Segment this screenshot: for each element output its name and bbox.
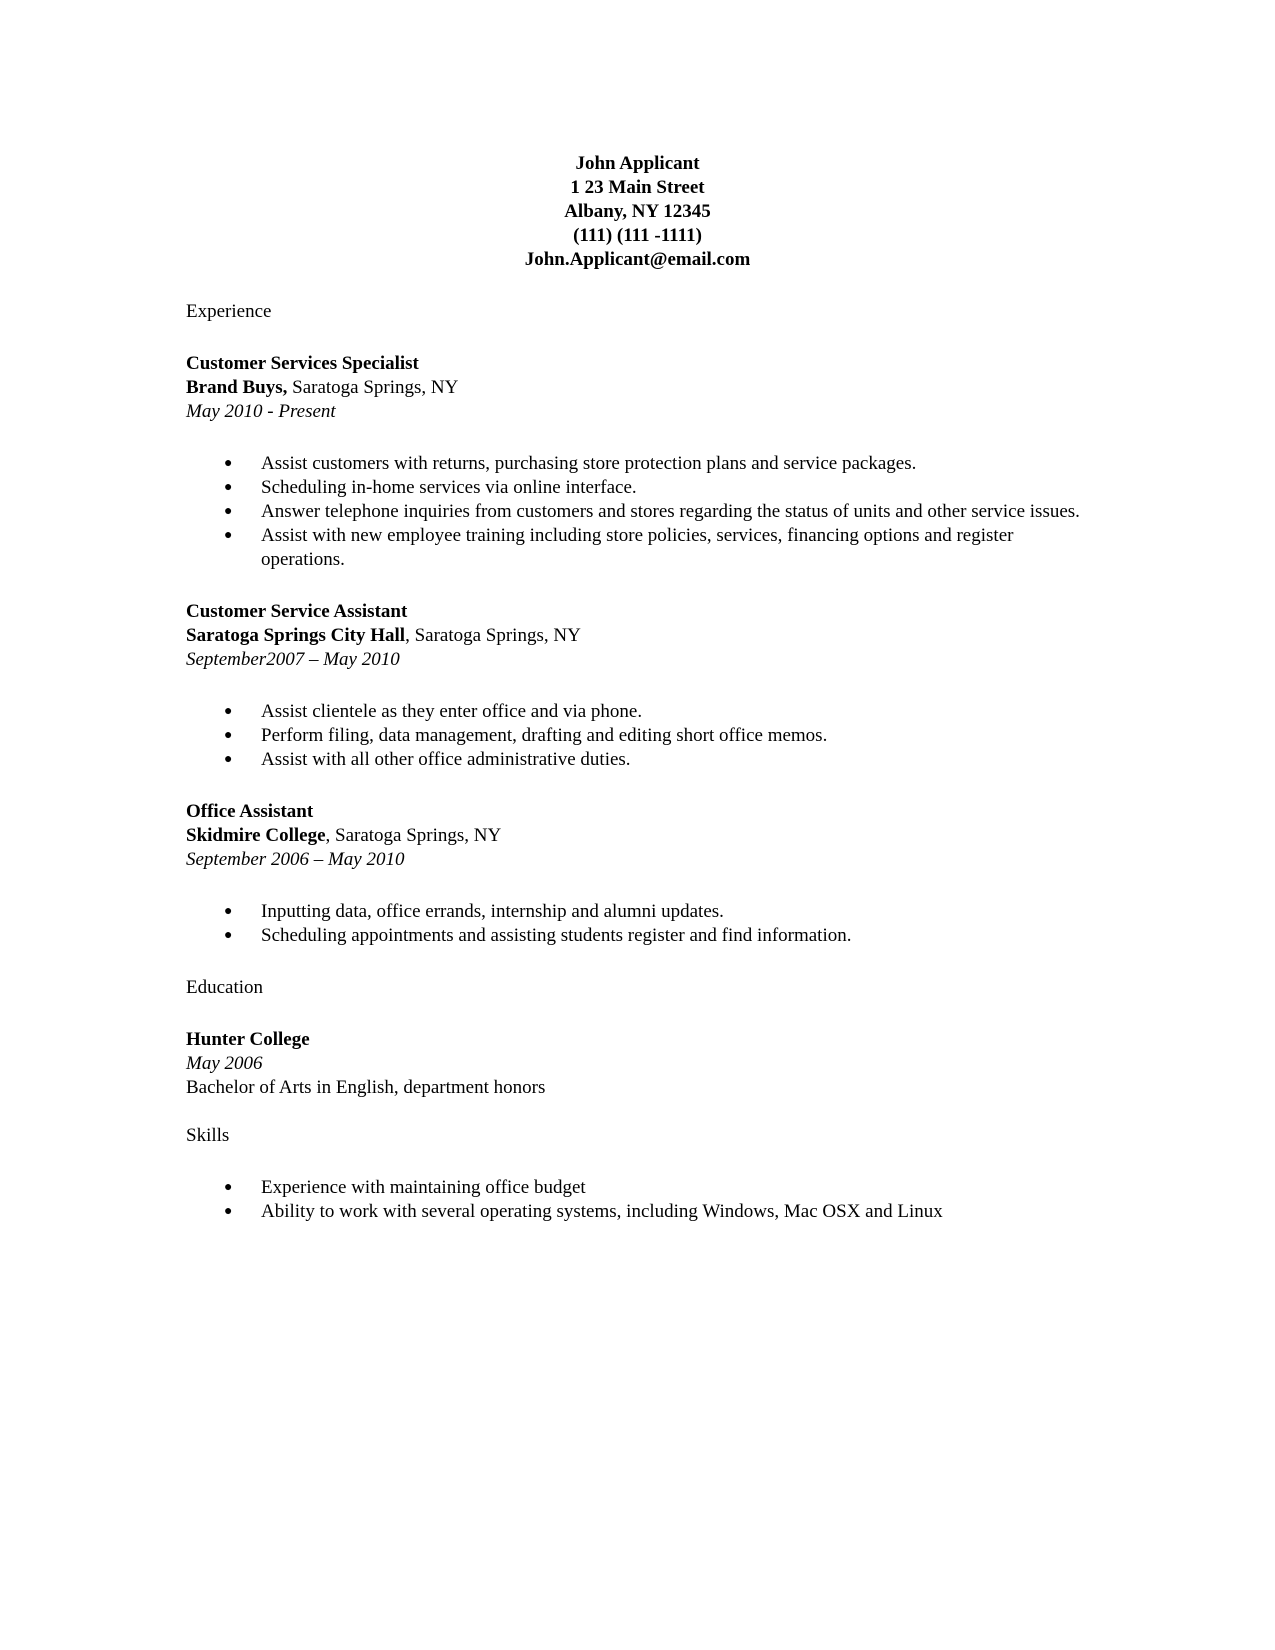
education-entry bbox=[186, 1028, 1086, 1100]
list-item bbox=[186, 724, 1081, 748]
job-title: Office Assistant bbox=[186, 801, 314, 822]
employer-location: , Saratoga Springs, NY bbox=[325, 825, 502, 846]
bullet-icon: ● bbox=[224, 904, 233, 919]
list-item bbox=[186, 524, 1081, 572]
contact-header bbox=[0, 152, 1275, 272]
duty-text: Answer telephone inquiries from customers and stores regarding the status of units and other service issues. bbox=[261, 501, 1080, 522]
list-item bbox=[186, 1176, 1081, 1200]
duty-text: Scheduling in-home services via online interface. bbox=[261, 477, 637, 498]
graduation-date: May 2006 bbox=[186, 1053, 263, 1074]
job-dates: September2007 – May 2010 bbox=[186, 649, 400, 670]
list-item bbox=[186, 1200, 1081, 1224]
list-item bbox=[186, 476, 1081, 500]
list-item bbox=[186, 900, 1081, 924]
list-item bbox=[186, 500, 1081, 524]
bullet-icon: ● bbox=[224, 480, 233, 495]
experience-heading: Experience bbox=[186, 301, 272, 322]
bullet-icon: ● bbox=[224, 728, 233, 743]
education-heading: Education bbox=[186, 977, 264, 998]
job-entry bbox=[186, 352, 1086, 572]
duty-text: Assist with new employee training including store policies, services, financing options and register operations. bbox=[261, 525, 1014, 570]
bullet-icon: ● bbox=[224, 1180, 233, 1195]
job-entry bbox=[186, 600, 1086, 772]
bullet-icon: ● bbox=[224, 528, 233, 543]
job-entry bbox=[186, 800, 1086, 948]
duty-text: Assist clientele as they enter office and via phone. bbox=[261, 701, 643, 722]
bullet-icon: ● bbox=[224, 1204, 233, 1219]
bullet-icon: ● bbox=[224, 752, 233, 767]
employer-name: Brand Buys, bbox=[186, 377, 288, 398]
degree-text: Bachelor of Arts in English, department honors bbox=[186, 1077, 546, 1098]
employer-line bbox=[186, 376, 1086, 400]
duty-text: Perform filing, data management, drafting and editing short office memos. bbox=[261, 725, 828, 746]
employer-location: Saratoga Springs, NY bbox=[287, 377, 459, 398]
street-address: 1 23 Main Street bbox=[570, 177, 705, 198]
job-title: Customer Services Specialist bbox=[186, 353, 419, 374]
skills-heading: Skills bbox=[186, 1125, 230, 1146]
employer-name: Saratoga Springs City Hall bbox=[186, 625, 406, 646]
job-duties-list bbox=[186, 452, 1086, 572]
list-item bbox=[186, 700, 1081, 724]
bullet-icon: ● bbox=[224, 504, 233, 519]
employer-name: Skidmire College bbox=[186, 825, 326, 846]
job-title: Customer Service Assistant bbox=[186, 601, 408, 622]
duty-text: Inputting data, office errands, internship and alumni updates. bbox=[261, 901, 724, 922]
city-state-zip: Albany, NY 12345 bbox=[564, 201, 711, 222]
duty-text: Assist customers with returns, purchasing store protection plans and service packages. bbox=[261, 453, 917, 474]
duty-text: Scheduling appointments and assisting students register and find information. bbox=[261, 925, 852, 946]
school-name: Hunter College bbox=[186, 1029, 310, 1050]
skill-text: Ability to work with several operating systems, including Windows, Mac OSX and Linux bbox=[261, 1201, 943, 1222]
email-address: John.Applicant@email.com bbox=[524, 249, 751, 270]
skill-text: Experience with maintaining office budget bbox=[261, 1177, 586, 1198]
job-duties-list bbox=[186, 700, 1086, 772]
job-dates: September 2006 – May 2010 bbox=[186, 849, 405, 870]
applicant-name: John Applicant bbox=[575, 153, 700, 174]
employer-line bbox=[186, 824, 1086, 848]
job-duties-list bbox=[186, 900, 1086, 948]
employer-location: , Saratoga Springs, NY bbox=[405, 625, 581, 646]
list-item bbox=[186, 748, 1081, 772]
bullet-icon: ● bbox=[224, 456, 233, 471]
skills-list bbox=[186, 1176, 1086, 1224]
bullet-icon: ● bbox=[224, 928, 233, 943]
list-item bbox=[186, 924, 1081, 948]
job-dates: May 2010 - Present bbox=[186, 401, 336, 422]
employer-line bbox=[186, 624, 1086, 648]
resume-body bbox=[186, 300, 1086, 1224]
bullet-icon: ● bbox=[224, 704, 233, 719]
phone-number: (111) (111 -1111) bbox=[573, 225, 702, 246]
list-item bbox=[186, 452, 1081, 476]
duty-text: Assist with all other office administrative duties. bbox=[261, 749, 631, 770]
